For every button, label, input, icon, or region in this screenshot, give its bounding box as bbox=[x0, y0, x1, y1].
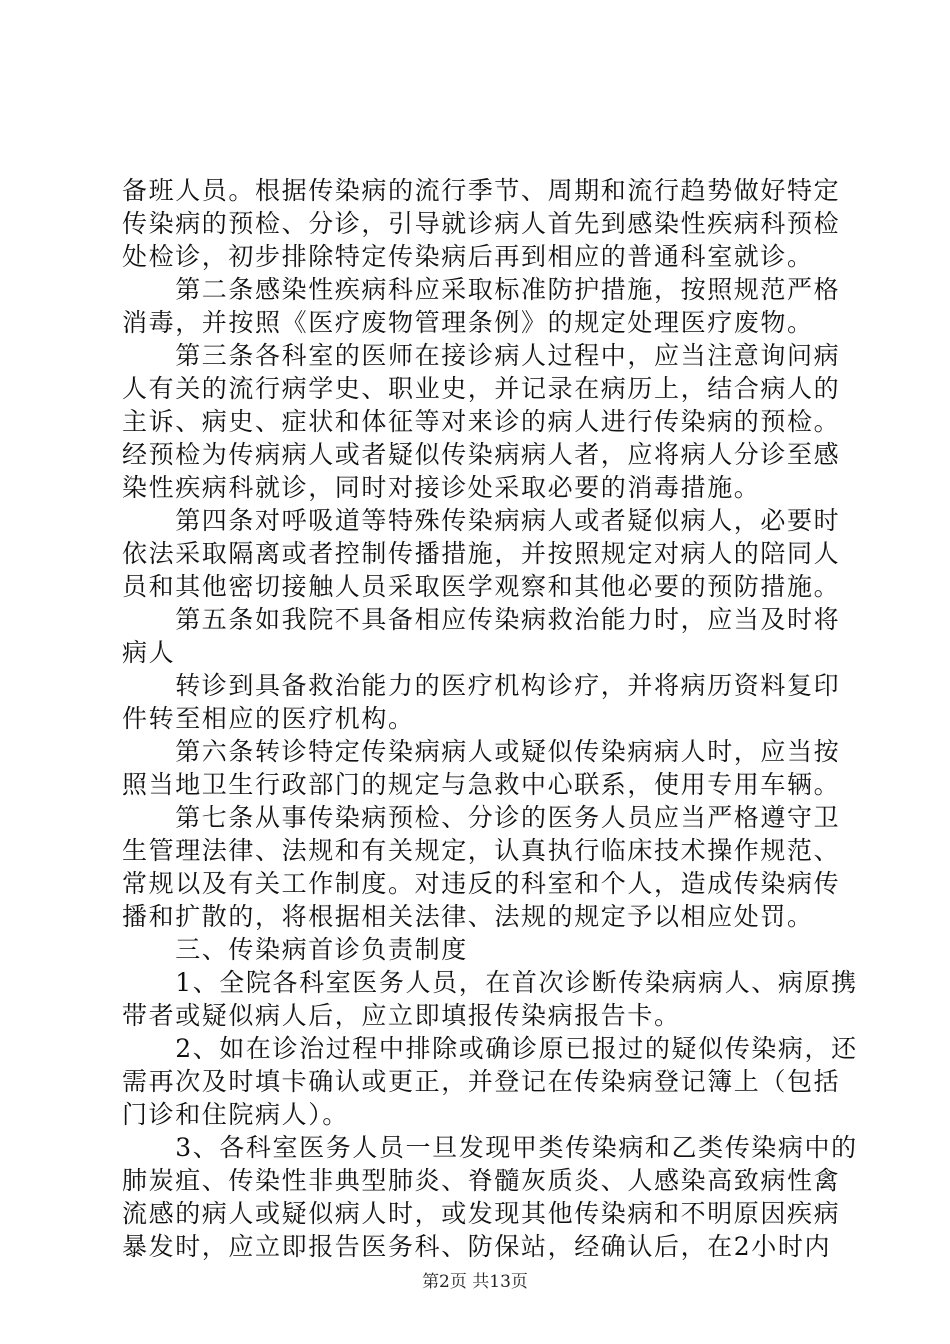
text-line: 消毒，并按照《医疗废物管理条例》的规定处理医疗废物。 bbox=[122, 308, 814, 337]
paragraph-start: 1、全院各科室医务人员，在首次诊断传染病病人、病原携 bbox=[122, 968, 858, 997]
paragraph-start: 第五条如我院不具备相应传染病救治能力时，应当及时将 bbox=[122, 605, 841, 634]
text-line: 人有关的流行病学史、职业史，并记录在病历上，结合病人的 bbox=[122, 374, 841, 403]
text-line: 处检诊，初步排除特定传染病后再到相应的普通科室就诊。 bbox=[122, 242, 814, 271]
text-line: 传染病的预检、分诊，引导就诊病人首先到感染性疾病科预检 bbox=[122, 209, 841, 238]
section-heading: 三、传染病首诊负责制度 bbox=[122, 935, 468, 964]
text-line: 主诉、病史、症状和体征等对来诊的病人进行传染病的预检。 bbox=[122, 407, 841, 436]
text-line: 门诊和住院病人）。 bbox=[122, 1100, 349, 1129]
paragraph-start: 第四条对呼吸道等特殊传染病病人或者疑似病人，必要时 bbox=[122, 506, 841, 535]
text-line: 播和扩散的，将根据相关法律、法规的规定予以相应处罚。 bbox=[122, 902, 814, 931]
text-line: 依法采取隔离或者控制传播措施，并按照规定对病人的陪同人 bbox=[122, 539, 841, 568]
text-line: 暴发时，应立即报告医务科、防保站，经确认后，在2小时内 bbox=[122, 1232, 832, 1261]
text-line: 经预检为传病病人或者疑似传染病病人者，应将病人分诊至感 bbox=[122, 440, 841, 469]
paragraph-start: 转诊到具备救治能力的医疗机构诊疗，并将病历资料复印 bbox=[122, 671, 841, 700]
paragraph-start: 3、各科室医务人员一旦发现甲类传染病和乙类传染病中的 bbox=[122, 1133, 858, 1162]
text-line: 带者或疑似病人后，应立即填报传染病报告卡。 bbox=[122, 1001, 681, 1030]
paragraph-start: 第七条从事传染病预检、分诊的医务人员应当严格遵守卫 bbox=[122, 803, 841, 832]
text-line: 常规以及有关工作制度。对违反的科室和个人，造成传染病传 bbox=[122, 869, 841, 898]
text-line: 病人 bbox=[122, 638, 176, 667]
text-line: 员和其他密切接触人员采取医学观察和其他必要的预防措施。 bbox=[122, 572, 841, 601]
text-line: 流感的病人或疑似病人时，或发现其他传染病和不明原因疾病 bbox=[122, 1199, 841, 1228]
text-line: 肺炭疽、传染性非典型肺炎、脊髓灰质炎、人感染高致病性禽 bbox=[122, 1166, 841, 1195]
paragraph-start: 第二条感染性疾病科应采取标准防护措施，按照规范严格 bbox=[122, 275, 841, 304]
text-line: 件转至相应的医疗机构。 bbox=[122, 704, 415, 733]
page-number: 第2页 共13页 bbox=[422, 1272, 528, 1292]
paragraph-start: 第三条各科室的医师在接诊病人过程中，应当注意询问病 bbox=[122, 341, 841, 370]
paragraph-start: 2、如在诊治过程中排除或确诊原已报过的疑似传染病，还 bbox=[122, 1034, 858, 1063]
text-line: 需再次及时填卡确认或更正，并登记在传染病登记簿上（包括 bbox=[122, 1067, 841, 1096]
text-line: 生管理法律、法规和有关规定，认真执行临床技术操作规范、 bbox=[122, 836, 841, 865]
paragraph-start: 第六条转诊特定传染病病人或疑似传染病病人时，应当按 bbox=[122, 737, 841, 766]
text-line: 染性疾病科就诊，同时对接诊处采取必要的消毒措施。 bbox=[122, 473, 761, 502]
text-line: 备班人员。根据传染病的流行季节、周期和流行趋势做好特定 bbox=[122, 176, 841, 205]
text-line: 照当地卫生行政部门的规定与急救中心联系，使用专用车辆。 bbox=[122, 770, 841, 799]
